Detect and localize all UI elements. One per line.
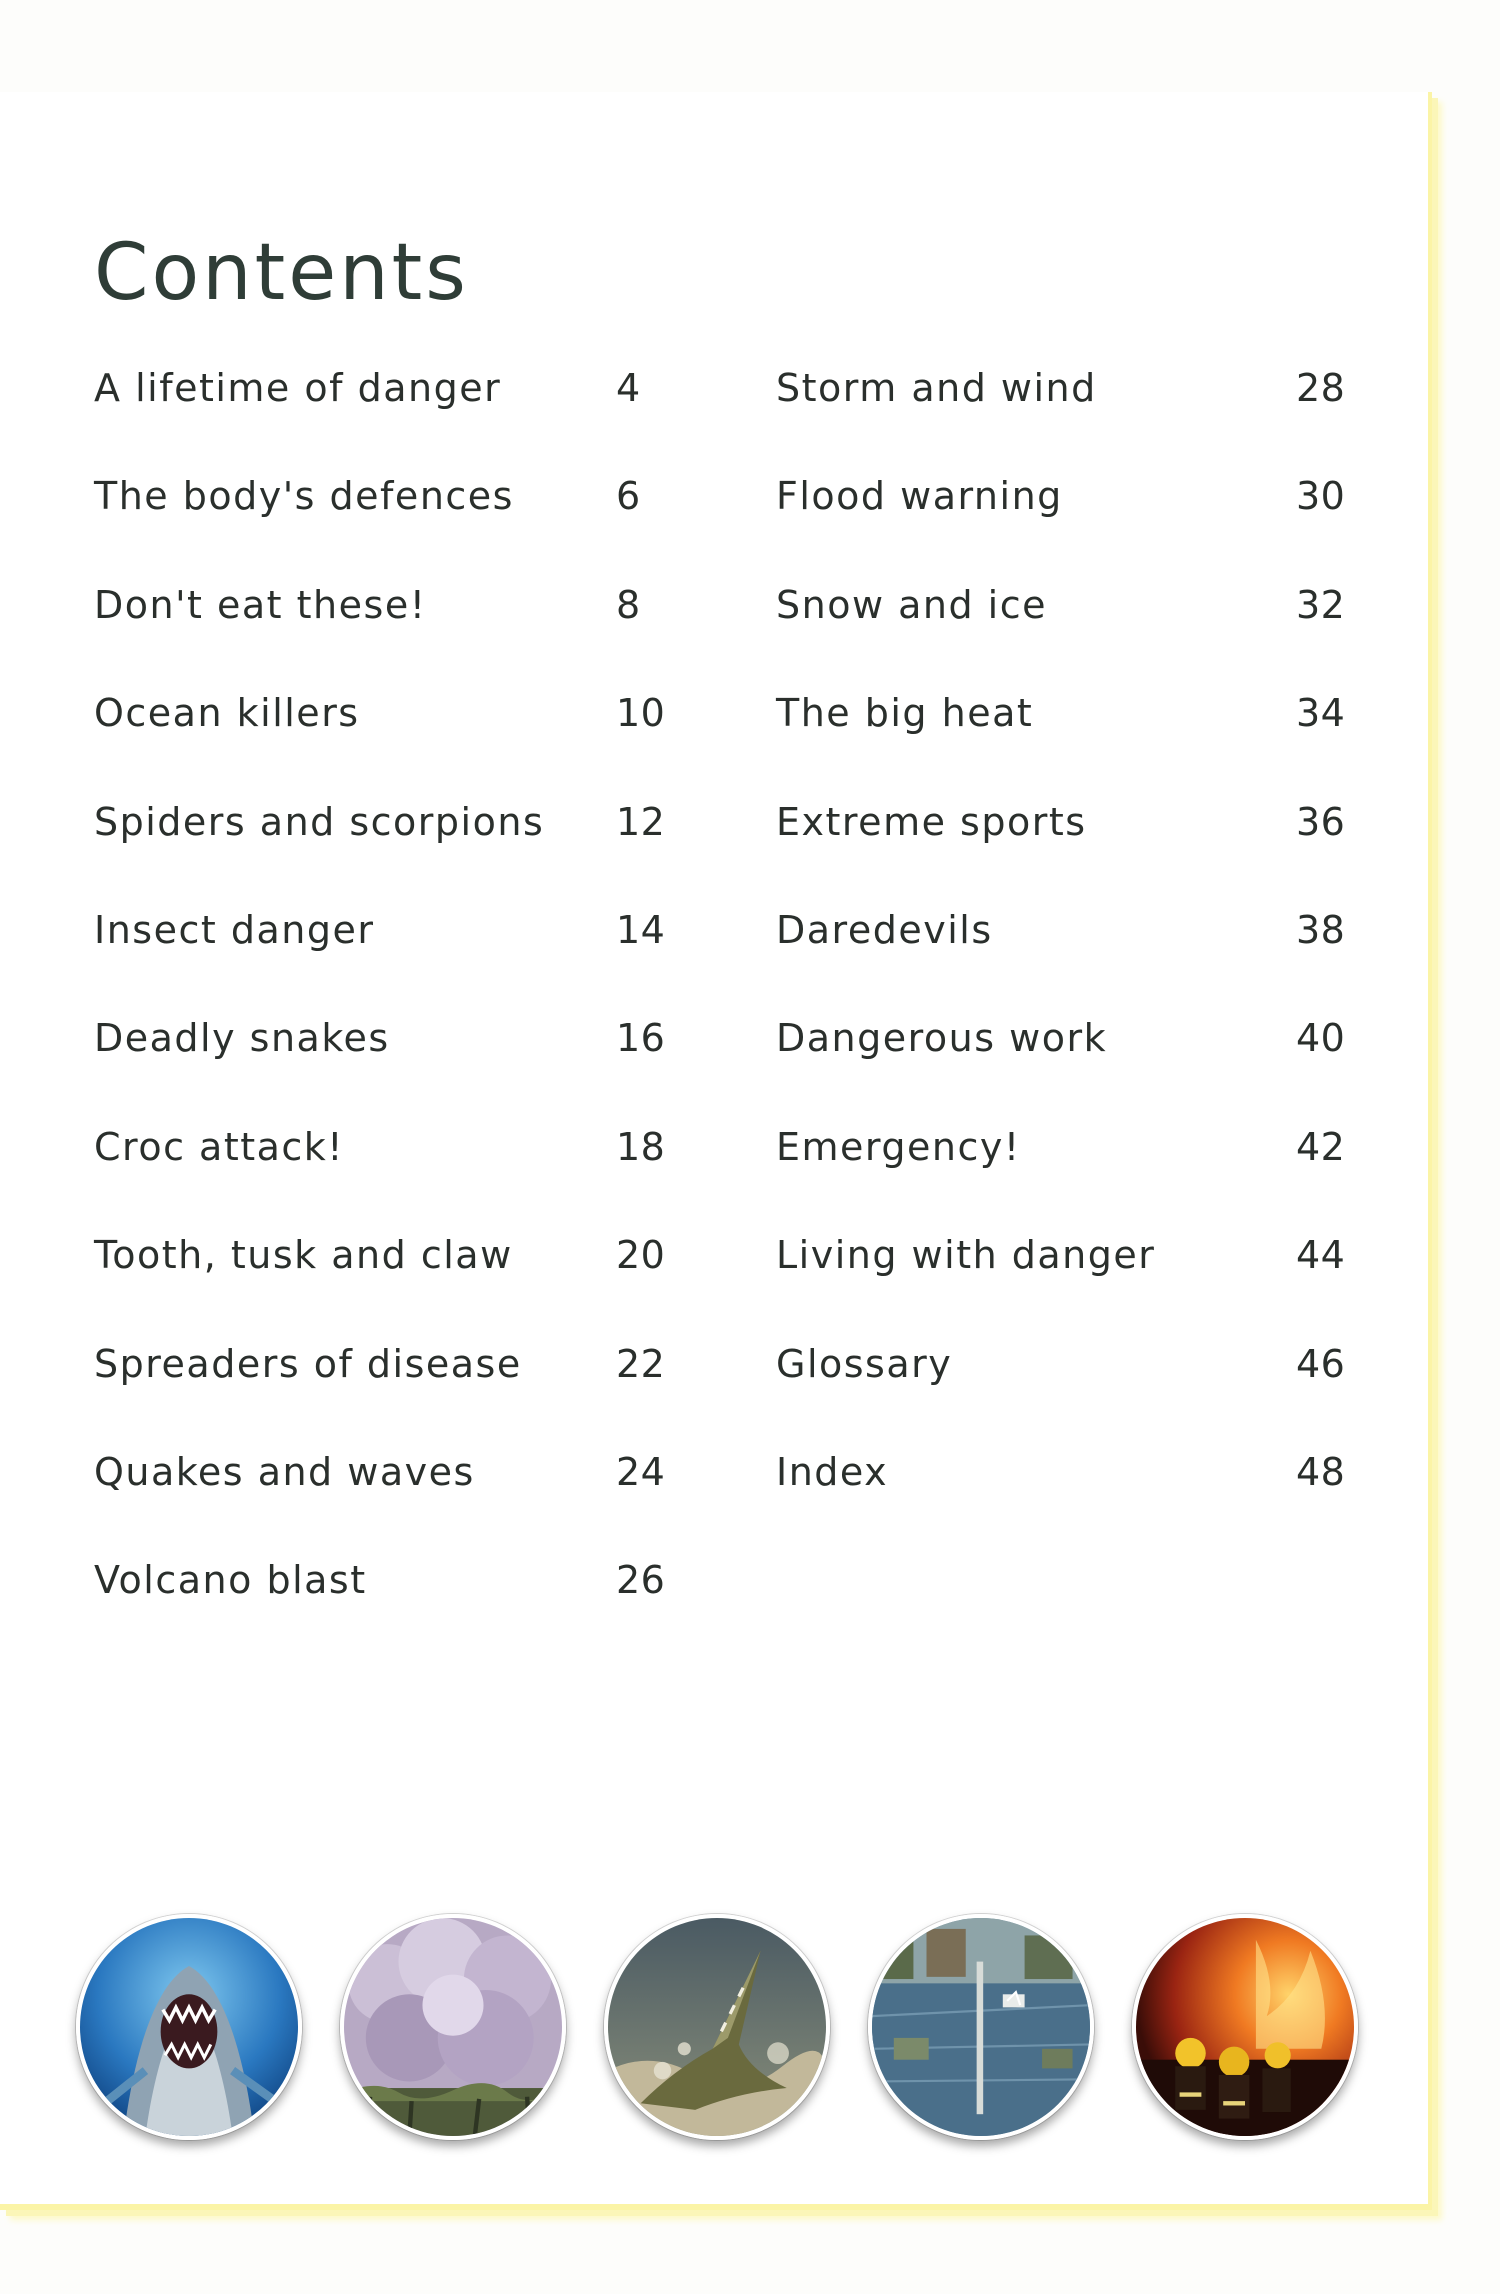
toc-entry[interactable] [94,1233,666,1341]
toc-entry[interactable] [776,474,1344,582]
toc-entry-label: Daredevils [776,907,993,952]
toc-entry-page: 44 [1296,1233,1346,1278]
toc-column-left [94,366,666,1667]
page-title: Contents [94,228,469,318]
toc-entry-label: Snow and ice [776,582,1048,627]
toc-entry-label: Index [776,1449,889,1494]
toc-entry[interactable] [94,800,666,908]
toc-entry-label: Dangerous work [776,1016,1108,1061]
toc-entry[interactable] [94,474,666,582]
toc-entry-label: Living with danger [776,1233,1156,1278]
toc-entry-label: Emergency! [776,1124,1021,1169]
toc-entry[interactable] [776,1342,1344,1450]
toc-entry-label: Don't eat these! [94,582,427,627]
toc-entry-label: Flood warning [776,474,1063,519]
toc-entry[interactable] [776,800,1344,908]
toc-entry-page: 30 [1296,474,1346,519]
toc-entry-page: 18 [616,1124,666,1169]
toc-entry[interactable] [776,691,1344,799]
toc-entry[interactable] [94,583,666,691]
toc-entry-page: 4 [616,366,641,410]
toc-entry-label: Extreme sports [776,799,1087,844]
toc-entry-label: A lifetime of danger [94,366,502,410]
toc-entry-label: Deadly snakes [94,1016,390,1061]
toc-entry[interactable] [776,366,1344,474]
volcano-ash-photo [340,1914,566,2140]
toc-entry-page: 38 [1296,907,1346,952]
toc-entry[interactable] [776,1233,1344,1341]
toc-entry[interactable] [94,366,666,474]
toc-entry-page: 40 [1296,1016,1346,1061]
toc-entry-label: Insect danger [94,907,375,952]
toc-entry-page: 26 [616,1558,666,1603]
toc-entry[interactable] [94,1125,666,1233]
toc-entry-page: 6 [616,474,641,519]
toc-entry[interactable] [94,1450,666,1558]
toc-entry-label: Quakes and waves [94,1449,475,1494]
toc-entry-label: Spreaders of disease [94,1341,522,1386]
toc-entry[interactable] [776,1125,1344,1233]
toc-entry-label: The big heat [776,691,1034,736]
toc-entry-label: Spiders and scorpions [94,799,545,844]
toc-entry-page: 42 [1296,1124,1346,1169]
toc-entry-page: 32 [1296,582,1346,627]
toc-entry-page: 28 [1296,366,1346,410]
toc-entry-label: Storm and wind [776,366,1097,410]
toc-entry-page: 36 [1296,799,1346,844]
photo-strip [76,1914,1366,2144]
toc-entry-label: Volcano blast [94,1558,367,1603]
toc-entry-page: 24 [616,1449,666,1494]
toc-column-right [776,366,1344,1558]
toc-entry[interactable] [94,1558,666,1666]
toc-entry[interactable] [94,908,666,1016]
toc-entry-page: 16 [616,1016,666,1061]
contents-page [0,92,1432,2210]
shark-photo [76,1914,302,2140]
toc-entry[interactable] [776,908,1344,1016]
toc-entry-label: Glossary [776,1341,953,1386]
crocodile-photo [604,1914,830,2140]
toc-entry-page: 22 [616,1341,666,1386]
toc-entry-page: 48 [1296,1449,1346,1494]
toc-entry-page: 10 [616,691,666,736]
toc-entry[interactable] [776,1450,1344,1558]
toc-entry-page: 8 [616,582,641,627]
toc-entry-page: 14 [616,907,666,952]
toc-entry-page: 46 [1296,1341,1346,1386]
toc-entry-label: Croc attack! [94,1124,345,1169]
toc-entry[interactable] [776,1016,1344,1124]
toc-entry[interactable] [776,583,1344,691]
flood-photo [868,1914,1094,2140]
toc-entry-page: 20 [616,1233,666,1278]
toc-entry[interactable] [94,1342,666,1450]
toc-entry-label: Ocean killers [94,691,360,736]
toc-entry[interactable] [94,1016,666,1124]
toc-entry[interactable] [94,691,666,799]
toc-entry-page: 12 [616,799,666,844]
toc-entry-page: 34 [1296,691,1346,736]
toc-entry-label: Tooth, tusk and claw [94,1233,513,1278]
firefighters-photo [1132,1914,1358,2140]
toc-entry-label: The body's defences [94,474,514,519]
